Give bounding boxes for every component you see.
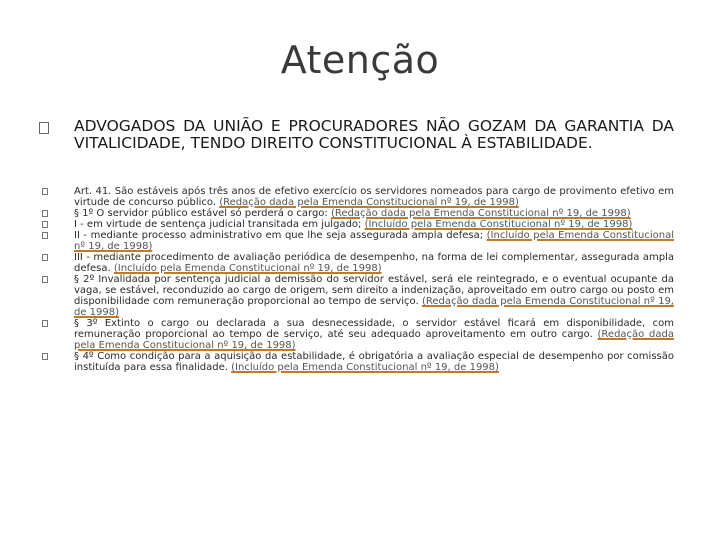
bullet-box-icon [42, 221, 48, 228]
amendment-reference-link[interactable]: (Redação dada pela Emenda Constitucional nº 19, de 1998) [74, 296, 674, 318]
bullet-box-icon [42, 210, 48, 217]
list-item [42, 208, 674, 219]
amendment-reference-link[interactable]: (Incluído pela Emenda Constitucional nº 19, de 1998) [74, 230, 674, 252]
item-text: III - mediante procedimento de avaliação periódica de desempenho, na forma de lei complementar, assegurada ampla defesa. [74, 252, 674, 274]
item-text: I - em virtude de sentença judicial transitada em julgado; [74, 219, 365, 230]
page-title: Atenção [280, 38, 440, 82]
main-bullet-item [42, 118, 674, 152]
bullet-box-icon [42, 232, 48, 239]
bullet-box-icon [42, 353, 48, 360]
article-list [42, 186, 674, 373]
amendment-reference-link[interactable]: (Incluído pela Emenda Constitucional nº 19, de 1998) [113, 263, 382, 274]
bullet-box-icon [42, 320, 48, 327]
item-text: § 1º O servidor público estável só perderá o cargo: [74, 208, 331, 219]
item-text: § 4º Como condição para a aquisição da estabilidade, é obrigatória a avaliação especial de desempenho por comissão instituída para essa finalidade. [74, 351, 674, 373]
amendment-reference-link[interactable]: (Redação dada pela Emenda Constitucional nº 19, de 1998) [74, 329, 674, 351]
main-bullet-text: ADVOGADOS DA UNIÃO E PROCURADORES NÃO GOZAM DA GARANTIA DA VITALICIDADE, TENDO DIREITO CONSTITUCIONAL À ESTABILIDADE. [74, 117, 674, 152]
item-text: § 2º Invalidada por sentença judicial a demissão do servidor estável, será ele reintegrado, e o eventual ocupante da vaga, se estável, reconduzido ao cargo de origem, sem direito a indenização, aproveitado em outro cargo ou posto em disponibilidade com remuneração proporcional ao tempo de serviço. [74, 274, 674, 307]
bullet-box-icon [39, 122, 49, 134]
item-text: § 3º Extinto o cargo ou declarada a sua desnecessidade, o servidor estável ficará em disponibilidade, com remuneração proporcional ao tempo de serviço, até seu adequado aproveitamento em outro cargo. [74, 318, 674, 340]
bullet-box-icon [42, 276, 48, 283]
list-item [42, 318, 674, 351]
bullet-box-icon [42, 254, 48, 261]
amendment-reference-link[interactable]: (Redação dada pela Emenda Constitucional nº 19, de 1998) [219, 197, 519, 208]
amendment-reference-link[interactable]: (Incluído pela Emenda Constitucional nº 19, de 1998) [364, 219, 633, 230]
list-item [42, 351, 674, 373]
list-item [42, 219, 674, 230]
list-item [42, 274, 674, 318]
list-item [42, 186, 674, 208]
amendment-reference-link[interactable]: (Incluído pela Emenda Constitucional nº 19, de 1998) [231, 362, 499, 373]
item-text: II - mediante processo administrativo em que lhe seja assegurada ampla defesa; [74, 230, 487, 241]
item-text: Art. 41. São estáveis após três anos de efetivo exercício os servidores nomeados para cargo de provimento efetivo em virtude de concurso público. [74, 186, 674, 208]
list-item [42, 230, 674, 252]
bullet-box-icon [42, 188, 48, 195]
amendment-reference-link[interactable]: (Redação dada pela Emenda Constitucional nº 19, de 1998) [330, 208, 631, 219]
list-item [42, 252, 674, 274]
